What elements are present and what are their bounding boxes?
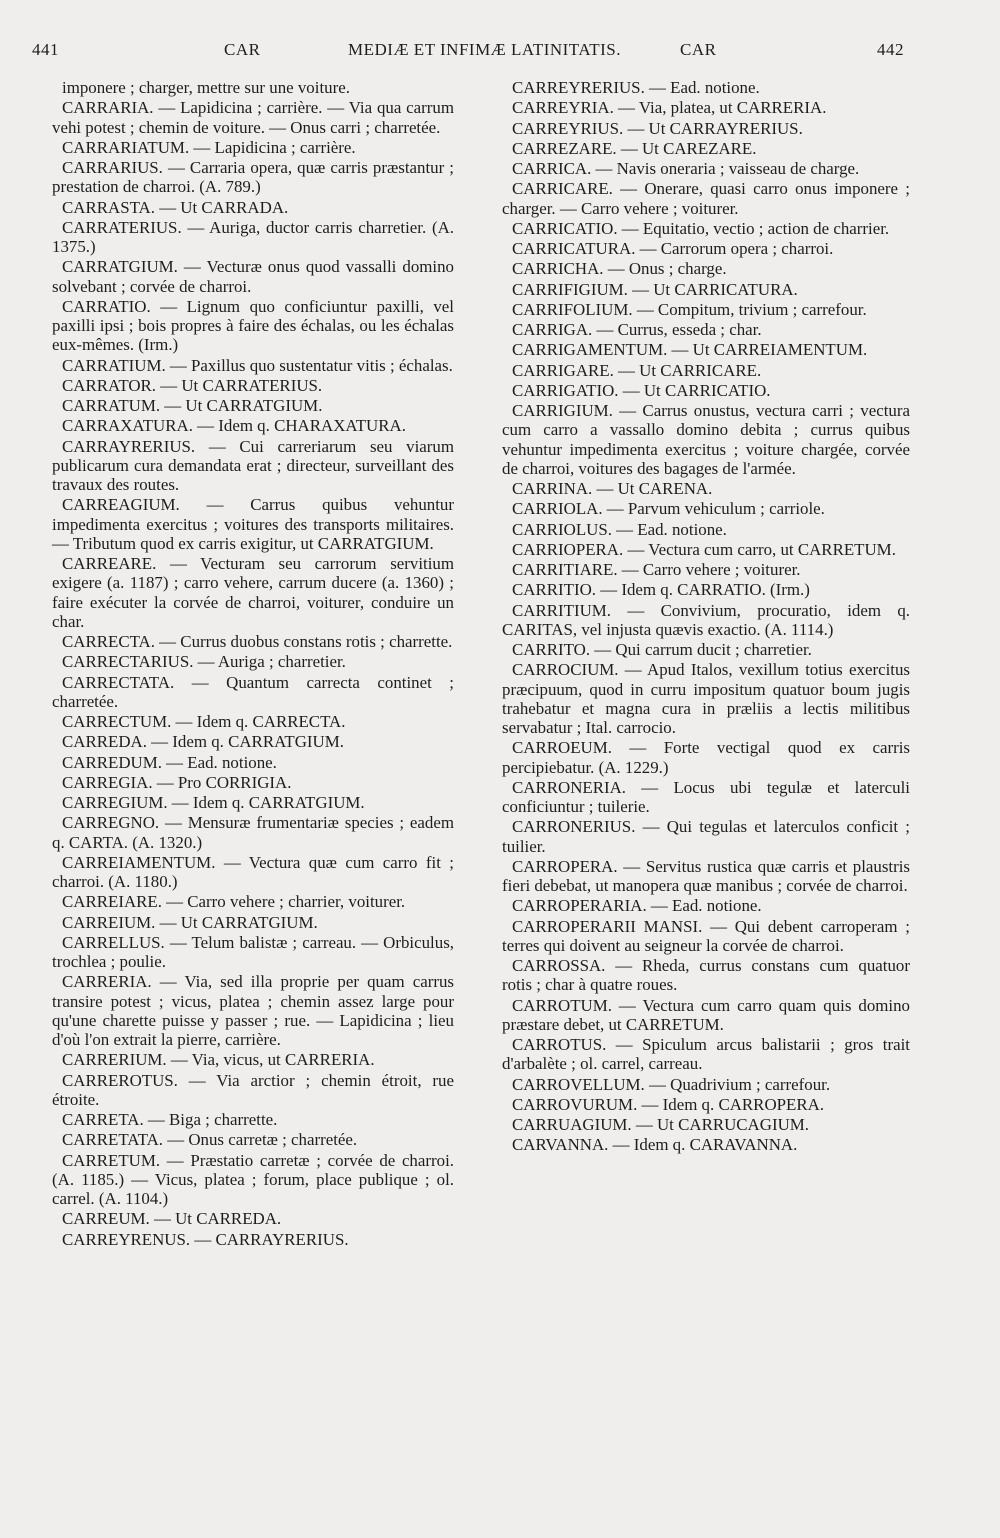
dictionary-entry: CARROTUM. — Vectura cum carro quam quis domino præstare debet, ut CARRETUM. [502, 995, 910, 1034]
dictionary-entry: CARRETA. — Biga ; charrette. [62, 1110, 278, 1129]
dictionary-entry: CARRAYRERIUS. — Cui carreriarum seu viarum publicarum cura demandata erat ; directeur, surveillant des travaux des routes. [52, 436, 454, 494]
dictionary-entry: CARRATOR. — Ut CARRATERIUS. [62, 375, 323, 395]
dictionary-entry: CARREIAMENTUM. — Vectura quæ cum carro fit ; charroi. (A. 1180.) [52, 852, 454, 891]
dictionary-entry: CARRARIA. — Lapidicina ; carrière. — Via qua carrum vehi potest ; chemin de voiture. — Onus carri ; charretée. [52, 98, 454, 137]
dictionary-entry: CARRETUM. — Præstatio carretæ ; corvée de charroi. (A. 1185.) — Vicus, platea ; forum, place publique ; ol. carrel. (A. 1104.) [52, 1150, 454, 1208]
dictionary-entry: CARRITIARE. — Carro vehere ; voiturer. [512, 560, 801, 579]
dictionary-entry: CARRIGAMENTUM. — Ut CARREIAMENTUM. [512, 340, 868, 360]
dictionary-entry: CARRECTATA. — Quantum carrecta continet ; charretée. [52, 672, 454, 711]
dictionary-entry: CARRIGA. — Currus, esseda ; char. [512, 320, 762, 339]
dictionary-entry: CARRICA. — Navis oneraria ; vaisseau de charge. [512, 159, 860, 178]
dictionary-entry: CARRITIUM. — Convivium, procuratio, idem q. CARITAS, vel injusta quævis exactio. (A. 1114.) [502, 600, 910, 639]
right-page-number: 442 [877, 40, 904, 59]
dictionary-entry: CARRIGATIO. — Ut CARRICATIO. [512, 380, 771, 400]
dictionary-entry: CARROPERARII MANSI. — Qui debent carroperam ; terres qui doivent au seigneur la corvée de charroi. [502, 916, 910, 955]
dictionary-entry: CARROCIUM. — Apud Italos, vexillum totius exercitus præcipuum, quod in curru impositum quatuor boum jugis trahebatur et magna cura in præliis a lectis militibus servabatur ; Ital. carrocio. [502, 660, 910, 737]
dictionary-entry: CARRONERIUS. — Qui tegulas et laterculos conficit ; tuilier. [502, 817, 910, 856]
dictionary-entry: CARRATIO. — Lignum quo conficiuntur paxilli, vel paxilli ipsi ; bois propres à faire des échalas, ou les échalas eux-mêmes. (Irm.) [52, 296, 454, 355]
dictionary-entry: CARRONERIA. — Locus ubi tegulæ et laterculi conficiuntur ; tuilerie. [502, 777, 910, 816]
header-title: MEDIÆ ET INFIMÆ LATINITATIS. [348, 40, 621, 59]
left-page-number: 441 [32, 40, 59, 59]
dictionary-entry: CARREUM. — Ut CARREDA. [62, 1209, 282, 1229]
dictionary-entry: CARREAGIUM. — Carrus quibus vehuntur impedimenta exercitus ; voitures des transports militaires. — Tributum quod ex carris exigitur, ut CARRATGIUM. [52, 495, 454, 553]
dictionary-entry: CARRARIUS. — Carraria opera, quæ carris præstantur ; prestation de charroi. (A. 789.) [52, 158, 454, 197]
dictionary-entry: CARRIOLA. — Parvum vehiculum ; carriole. [512, 499, 825, 519]
dictionary-entry: CARRIOPERA. — Vectura cum carro, ut CARRETUM. [512, 539, 896, 559]
right-guide-word: CAR [680, 40, 717, 59]
dictionary-entry: CARREGIA. — Pro CORRIGIA. [62, 772, 292, 792]
dictionary-entry: CARREIUM. — Ut CARRATGIUM. [62, 912, 318, 932]
dictionary-entry: CARROVELLUM. — Quadrivium ; carrefour. [512, 1074, 831, 1094]
dictionary-entry: CARRECTA. — Currus duobus constans rotis ; charrette. [62, 632, 453, 651]
dictionary-entry: CARREGIUM. — Idem q. CARRATGIUM. [62, 793, 365, 812]
dictionary-entry: CARRIGIUM. — Carrus onustus, vectura carri ; vectura cum carro a vassallo domino debita ; currus quibus vehuntur impedimenta exercitus ; voiture chargée, corvée de charroi, voitures des bagages de l'armée. [502, 401, 910, 478]
dictionary-entry: CARRITIO. — Idem q. CARRATIO. (Irm.) [512, 580, 810, 600]
dictionary-entry: CARRECTUM. — Idem q. CARRECTA. [62, 712, 346, 731]
dictionary-entry: CARREIARE. — Carro vehere ; charrier, voiturer. [62, 892, 406, 912]
right-column [502, 78, 910, 1156]
dictionary-entry: CARREARE. — Vecturam seu carrorum servitium exigere (a. 1187) ; carro vehere, carrum ducere (a. 1360) ; faire exécuter la corvée de charroi, voiturer, conduire un char. [52, 554, 454, 631]
dictionary-entry: CARRARIATUM. — Lapidicina ; carrière. [62, 137, 356, 157]
dictionary-entry: CARRATGIUM. — Vecturæ onus quod vassalli domino solvebant ; corvée de charroi. [52, 257, 454, 296]
running-header [32, 40, 904, 66]
dictionary-entry: CARRELLUS. — Telum balistæ ; carreau. — Orbiculus, trochlea ; poulie. [52, 932, 454, 971]
dictionary-entry: CARRERIUM. — Via, vicus, ut CARRERIA. [62, 1050, 375, 1070]
dictionary-entry: CARRATERIUS. — Auriga, ductor carris charretier. (A. 1375.) [52, 217, 454, 256]
dictionary-entry: CARRECTARIUS. — Auriga ; charretier. [62, 652, 346, 672]
dictionary-entry: CARVANNA. — Idem q. CARAVANNA. [512, 1135, 798, 1155]
dictionary-entry: CARRATIUM. — Paxillus quo sustentatur vitis ; échalas. [62, 355, 453, 375]
dictionary-entry: CARRAXATURA. — Idem q. CHARAXATURA. [62, 416, 406, 436]
dictionary-entry: CARREYRENUS. — CARRAYRERIUS. [62, 1229, 349, 1249]
dictionary-entry: CARREYRIA. — Via, platea, ut CARRERIA. [512, 98, 827, 118]
dictionary-entry: CARRITO. — Qui carrum ducit ; charretier. [512, 640, 812, 659]
dictionary-entry: CARREYRERIUS. — Ead. notione. [512, 78, 760, 97]
dictionary-entry: CARROTUS. — Spiculum arcus balistarii ; gros trait d'arbalète ; ol. carrel, carreau. [502, 1035, 910, 1074]
dictionary-entry: CARRERIA. — Via, sed illa proprie per quam carrus transire potest ; vicus, platea ; chemin assez large pour qu'une charette puisse y passer ; rue. — Lapidicina ; lieu d'où l'on extrait la pierre, carrière. [52, 972, 454, 1049]
dictionary-entry: CARRICHA. — Onus ; charge. [512, 259, 727, 279]
dictionary-entry: CARRIOLUS. — Ead. notione. [512, 519, 727, 539]
dictionary-entry: CARRICATIO. — Equitatio, vectio ; action de charrier. [512, 218, 890, 238]
dictionary-entry: CARREDA. — Idem q. CARRATGIUM. [62, 732, 344, 752]
dictionary-entry: CARROPERA. — Servitus rustica quæ carris et plaustris fieri debebat, ut manopera quæ manibus ; corvée de charroi. [502, 856, 910, 895]
dictionary-entry: CARRIFOLIUM. — Compitum, trivium ; carrefour. [512, 299, 867, 319]
dictionary-entry: CARRATUM. — Ut CARRATGIUM. [62, 396, 323, 415]
dictionary-entry: imponere ; charger, mettre sur une voiture. [62, 78, 350, 97]
dictionary-entry: CARRETATA. — Onus carretæ ; charretée. [62, 1130, 358, 1150]
dictionary-entry: CARROPERARIA. — Ead. notione. [512, 896, 762, 916]
dictionary-entry: CARROEUM. — Forte vectigal quod ex carris percipiebatur. (A. 1229.) [502, 738, 910, 777]
dictionary-entry: CARREGNO. — Mensuræ frumentariæ species ; eadem q. CARTA. (A. 1320.) [52, 813, 454, 852]
left-guide-word: CAR [224, 40, 261, 59]
dictionary-entry: CARRUAGIUM. — Ut CARRUCAGIUM. [512, 1115, 810, 1134]
dictionary-entry: CARREDUM. — Ead. notione. [62, 752, 277, 772]
dictionary-entry: CARROVURUM. — Idem q. CARROPERA. [512, 1094, 825, 1114]
dictionary-entry: CARREYRIUS. — Ut CARRAYRERIUS. [512, 118, 803, 138]
dictionary-entry: CARREROTUS. — Via arctior ; chemin étroit, rue étroite. [52, 1070, 454, 1109]
dictionary-entry: CARREZARE. — Ut CAREZARE. [512, 138, 757, 158]
dictionary-entry: CARRINA. — Ut CARENA. [512, 479, 713, 498]
dictionary-entry: CARRICATURA. — Carrorum opera ; charroi. [512, 239, 834, 258]
dictionary-entry: CARROSSA. — Rheda, currus constans cum quatuor rotis ; char à quatre roues. [502, 956, 910, 995]
dictionary-entry: CARRIGARE. — Ut CARRICARE. [512, 360, 762, 380]
left-column [52, 78, 454, 1250]
dictionary-entry: CARRICARE. — Onerare, quasi carro onus imponere ; charger. — Carro vehere ; voiturer. [502, 179, 910, 218]
dictionary-entry: CARRASTA. — Ut CARRADA. [62, 197, 289, 217]
dictionary-entry: CARRIFIGIUM. — Ut CARRICATURA. [512, 279, 798, 299]
